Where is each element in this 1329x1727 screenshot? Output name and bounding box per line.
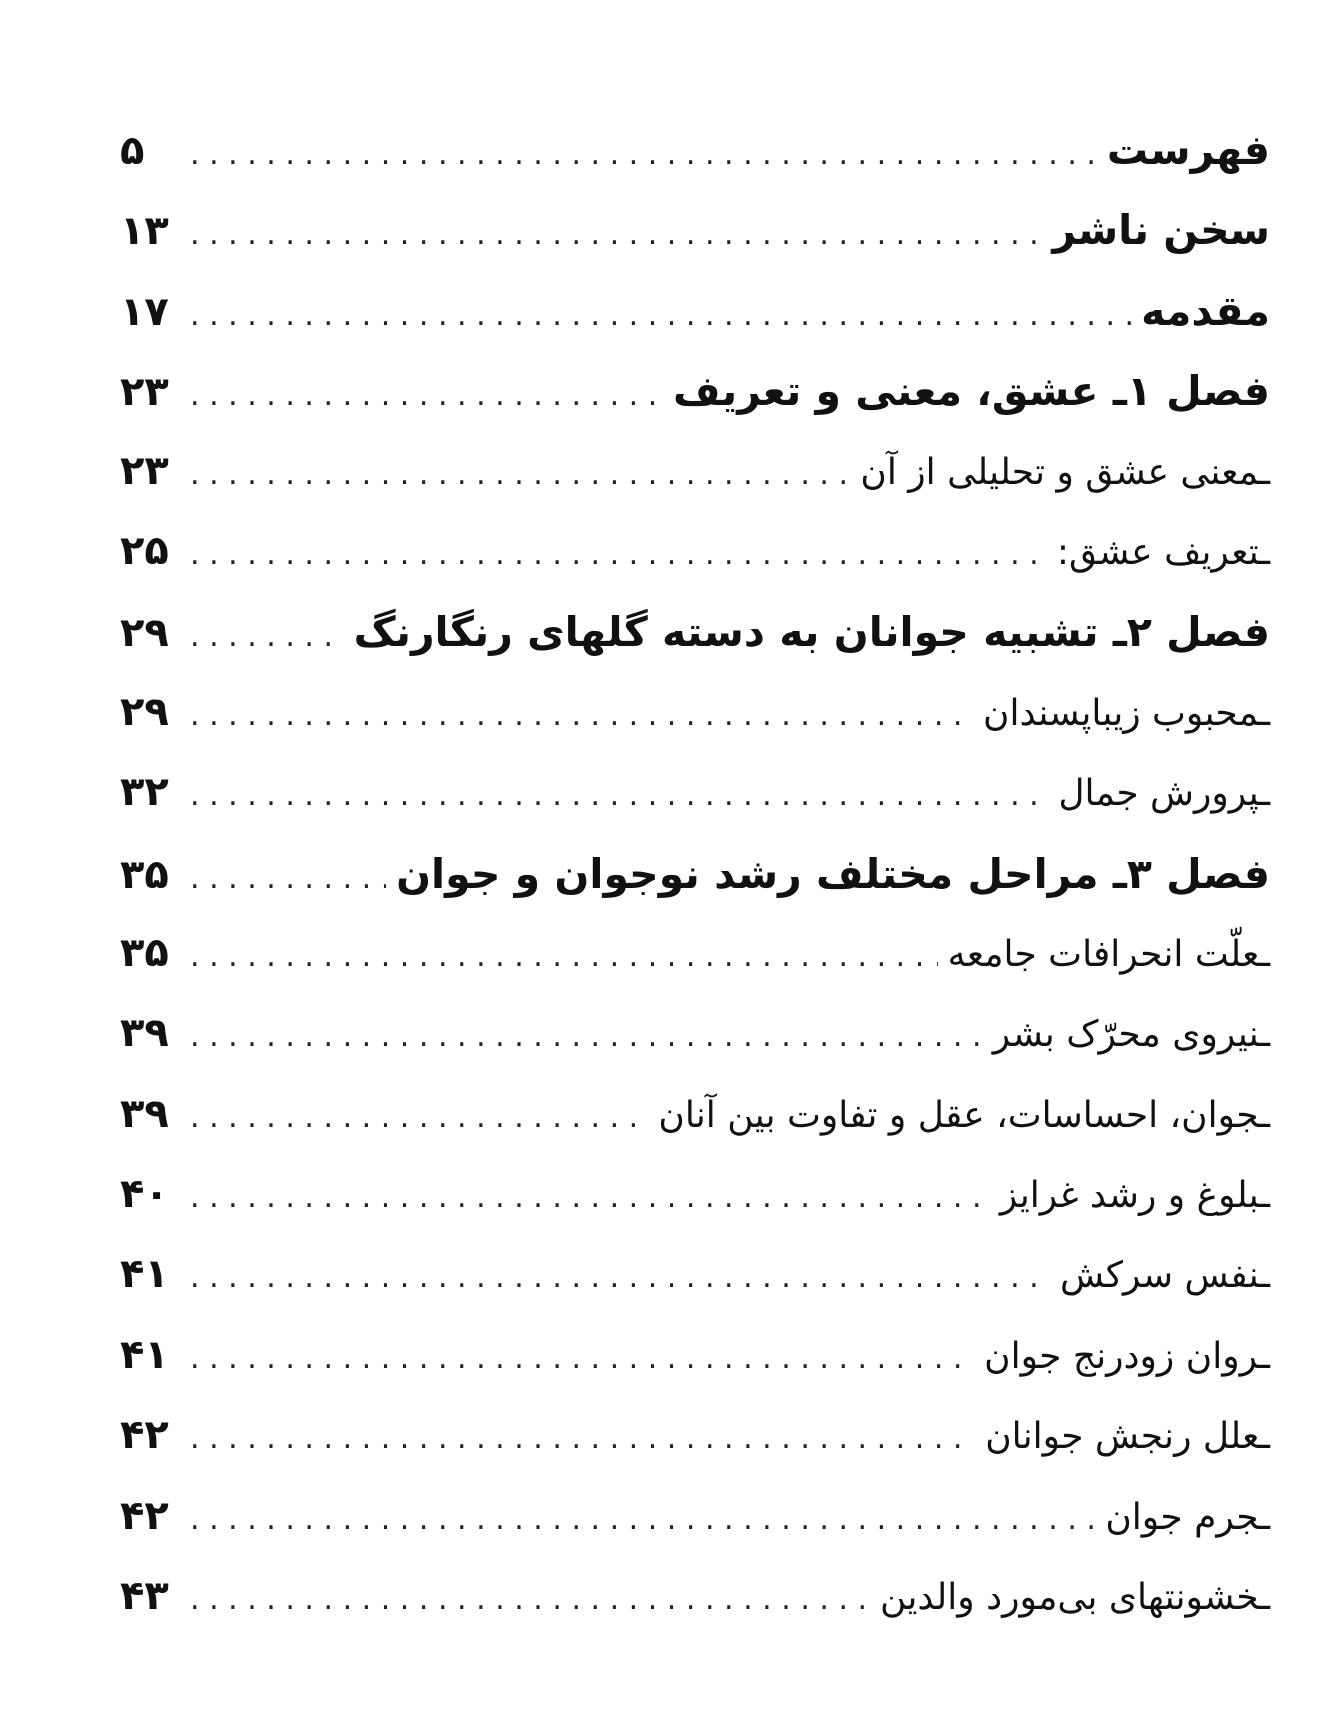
toc-title: ـ علّت انحرافات جامعه — [948, 934, 1270, 975]
toc-title: ـ محبوب زیباپسندان — [983, 693, 1270, 734]
table-of-contents — [120, 108, 1270, 1635]
toc-page-number: ۳۵ — [120, 851, 169, 898]
toc-entry-row — [120, 1073, 1270, 1153]
dot-leader — [190, 1180, 990, 1215]
toc-entry-row — [120, 912, 1270, 992]
toc-heading-row — [120, 188, 1270, 268]
toc-page-number: ۴۰ — [120, 1171, 169, 1218]
toc-title: مقدمه — [1141, 286, 1270, 335]
toc-title: ـ نیروی محرّک بشر — [993, 1014, 1270, 1055]
toc-title: ـ نفس سرکش — [1060, 1255, 1270, 1296]
toc-title: فصل ۳ـ مراحل مختلف رشد نوجوان و جوان — [396, 849, 1270, 898]
toc-page-number: ۴۲ — [120, 1492, 169, 1539]
toc-page-number: ۳۵ — [120, 929, 169, 976]
toc-entry-row — [120, 1475, 1270, 1555]
toc-entry-row — [120, 671, 1270, 751]
toc-page-number: ۲۹ — [120, 688, 169, 735]
toc-entry-row — [120, 992, 1270, 1072]
toc-page-number: ۲۵ — [120, 527, 169, 574]
toc-title: ـ روان زودرنج جوان — [984, 1336, 1270, 1377]
toc-heading-row — [120, 832, 1270, 912]
toc-title: ـ جرم جوان — [1105, 1497, 1270, 1538]
toc-entry-row — [120, 751, 1270, 831]
toc-title: ـ پرورش جمال — [1058, 773, 1270, 814]
toc-page-number: ۲۳ — [120, 369, 169, 416]
dot-leader — [190, 378, 663, 413]
toc-title: ـ علل رنجش جوانان — [985, 1416, 1270, 1457]
toc-page-number: ۴۲ — [120, 1412, 169, 1459]
toc-title: ـ معنی عشق و تحلیلی از آن — [860, 452, 1270, 493]
toc-page-number: ۴۱ — [120, 1251, 169, 1298]
toc-entry-row — [120, 1394, 1270, 1474]
dot-leader — [190, 537, 1047, 572]
dot-leader — [190, 1502, 1095, 1537]
toc-page-number: ۲۹ — [120, 610, 169, 657]
toc-page-number: ۲۳ — [120, 447, 169, 494]
dot-leader — [190, 861, 386, 896]
dot-leader — [190, 939, 938, 974]
dot-leader — [190, 1582, 870, 1617]
toc-heading-row — [120, 349, 1270, 429]
toc-title: ـ خشونتهای بی‌مورد والدین — [880, 1577, 1270, 1618]
dot-leader — [190, 298, 1131, 333]
toc-title: ـ جوان، احساسات، عقل و تفاوت بین آنان — [658, 1095, 1270, 1136]
toc-entry-row — [120, 1314, 1270, 1394]
toc-entry-row — [120, 1153, 1270, 1233]
dot-leader — [190, 1019, 983, 1054]
dot-leader — [190, 217, 1042, 252]
dot-leader — [190, 1100, 648, 1135]
dot-leader — [190, 1421, 975, 1456]
toc-title: فصل ۲ـ تشبیه جوانان به دسته گلهای رنگارنگ — [353, 608, 1270, 657]
toc-page-number: ۵ — [120, 128, 145, 174]
toc-page-number: ۳۲ — [120, 769, 169, 816]
toc-title: فهرست — [1106, 126, 1270, 174]
dot-leader — [190, 457, 850, 492]
toc-title: ـ بلوغ و رشد غرایز — [1000, 1175, 1270, 1216]
dot-leader — [190, 1341, 974, 1376]
dot-leader — [190, 1260, 1050, 1295]
toc-title: فصل ۱ـ عشق، معنی و تعریف — [672, 367, 1270, 416]
toc-page-number: ۴۱ — [120, 1331, 169, 1378]
dot-leader — [190, 698, 973, 733]
toc-page-number: ۴۳ — [120, 1573, 169, 1620]
dot-leader — [190, 137, 1097, 172]
dot-leader — [190, 619, 344, 654]
toc-page-number: ۳۹ — [120, 1090, 169, 1137]
toc-title: سخن ناشر — [1052, 206, 1270, 255]
dot-leader — [190, 778, 1048, 813]
toc-entry-row — [120, 430, 1270, 510]
toc-entry-row — [120, 510, 1270, 590]
toc-entry-row — [120, 1233, 1270, 1313]
toc-page-number: ۱۳ — [120, 208, 169, 255]
toc-page-number: ۳۹ — [120, 1010, 169, 1057]
toc-title: ـ تعریف عشق: — [1057, 532, 1270, 573]
toc-heading-row — [120, 269, 1270, 349]
toc-heading-row — [120, 590, 1270, 670]
toc-heading-row — [120, 108, 1270, 188]
toc-page-number: ۱۷ — [120, 288, 169, 335]
toc-entry-row — [120, 1555, 1270, 1635]
